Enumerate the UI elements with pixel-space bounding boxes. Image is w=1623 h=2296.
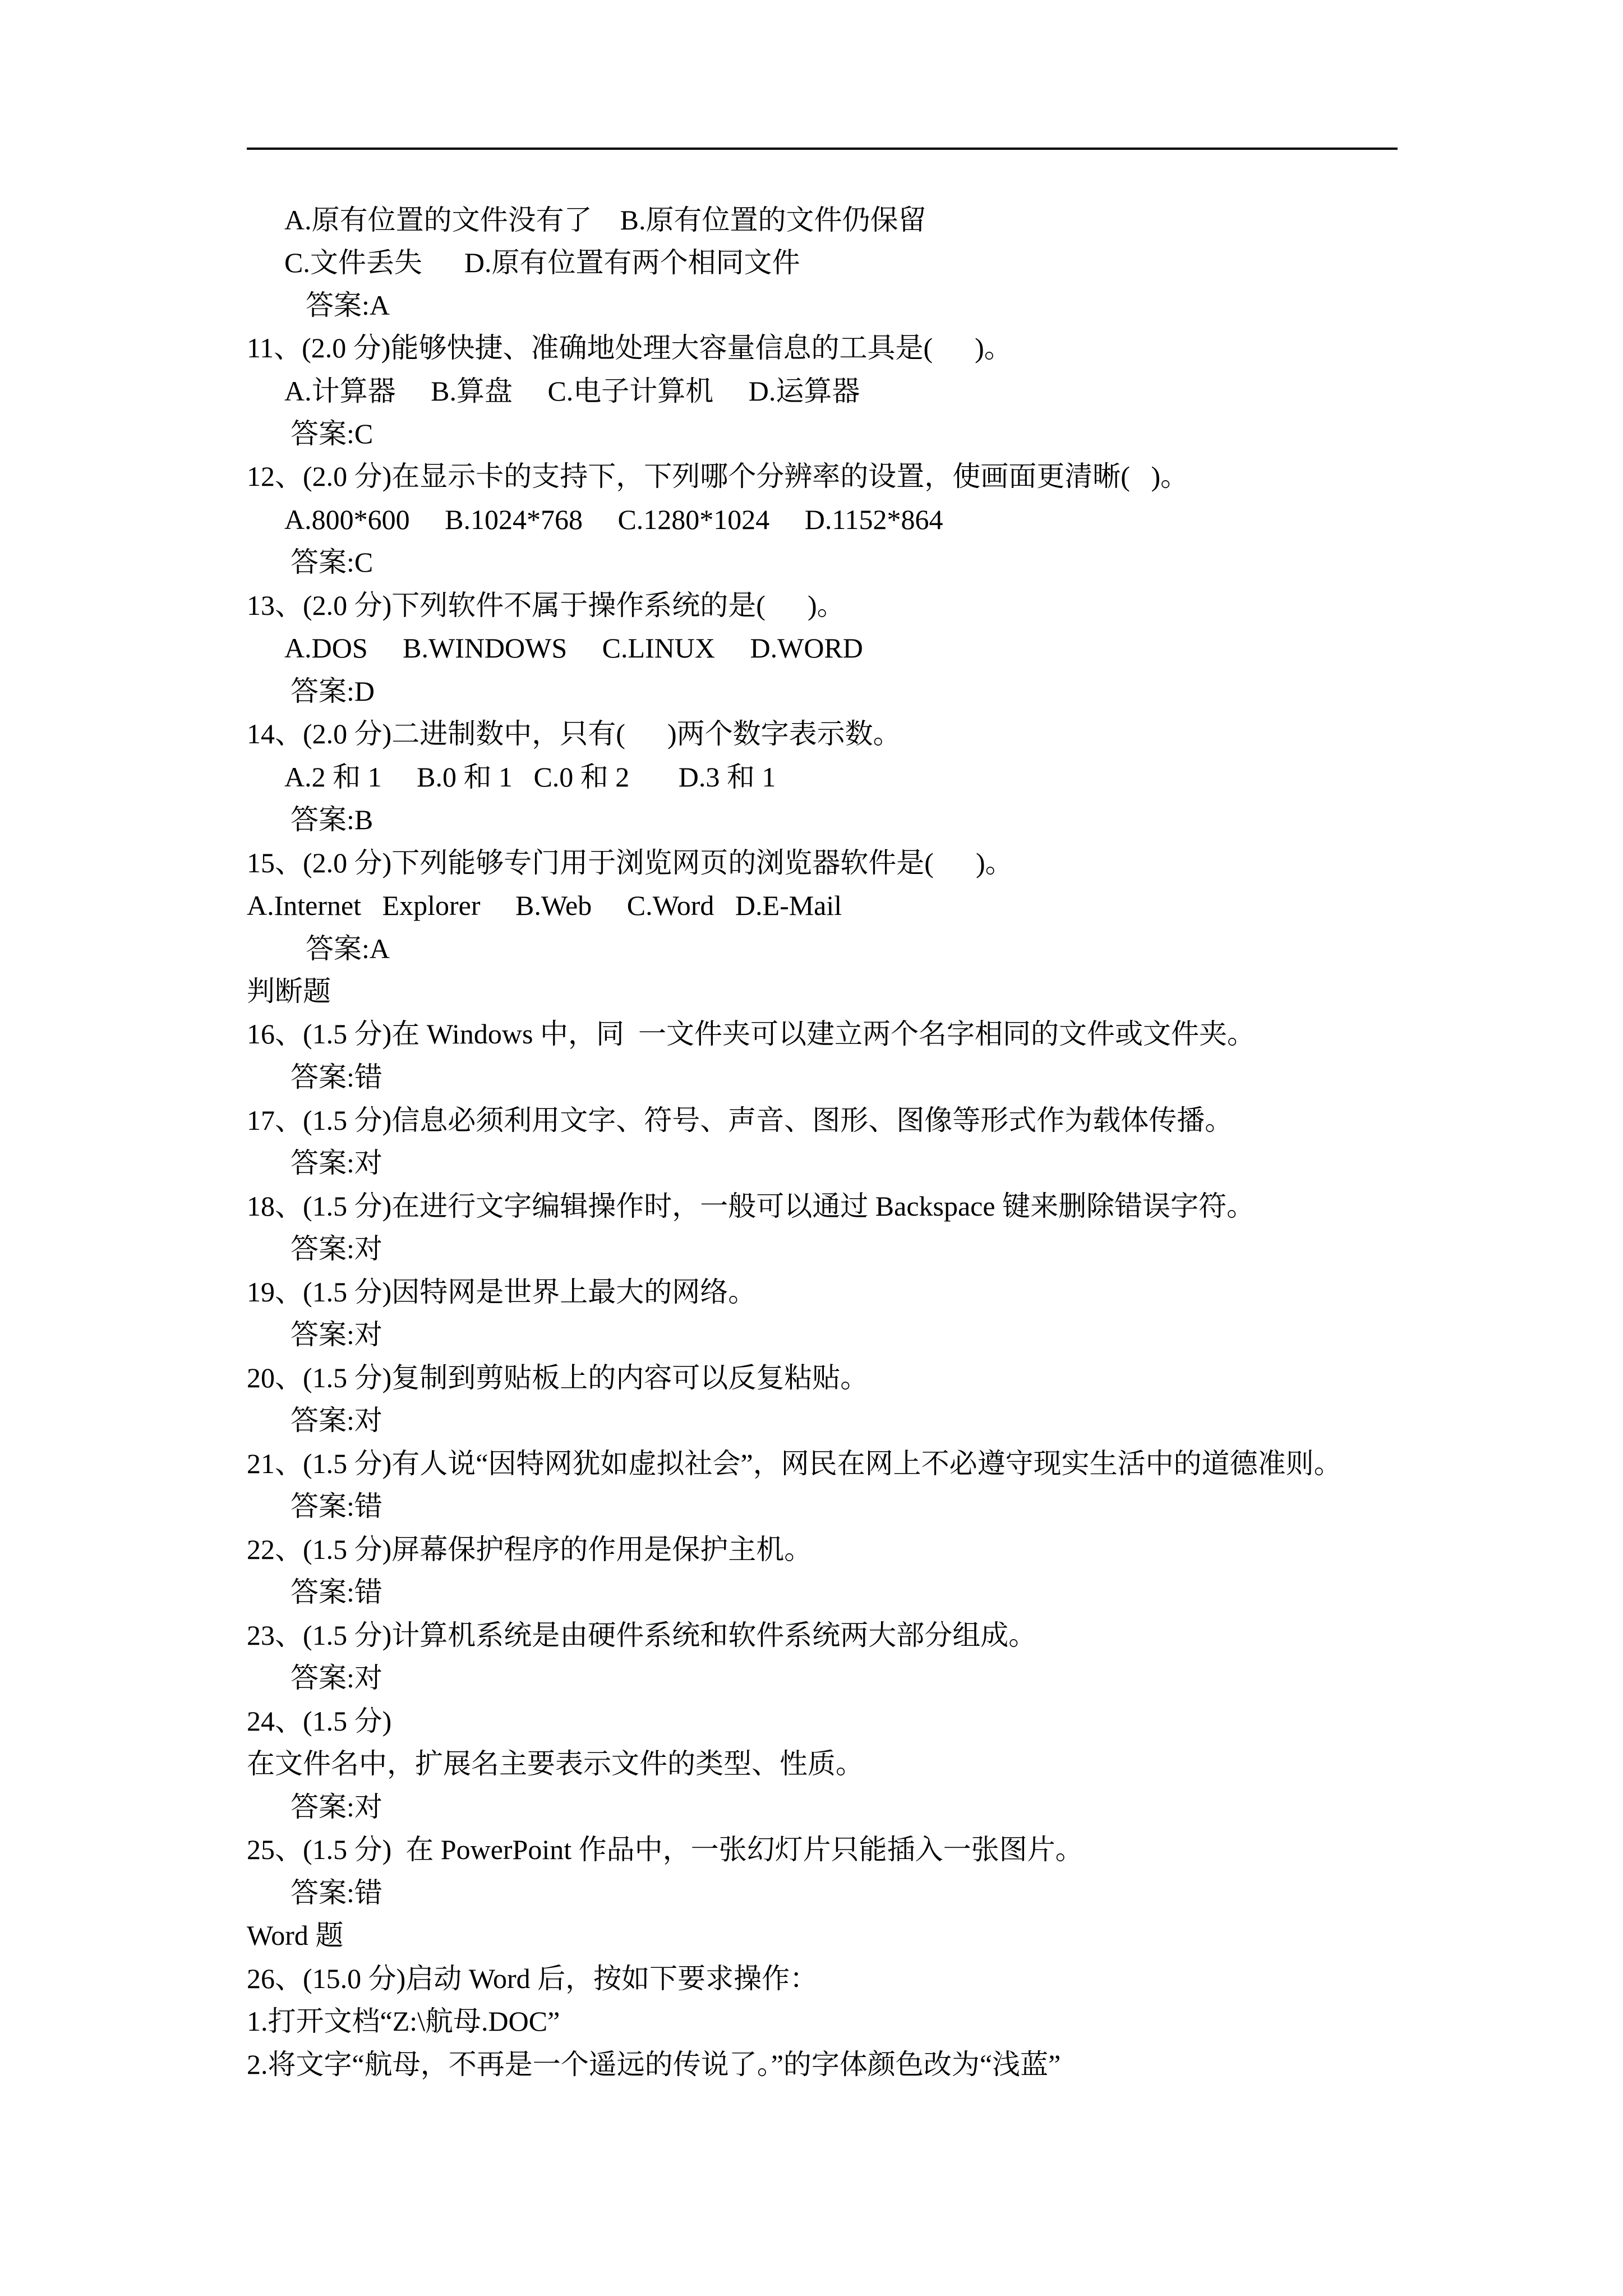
q25-answer: 答案:错 — [291, 1877, 382, 1908]
q11-options: A.计算器 B.算盘 C.电子计算机 D.运算器 — [284, 375, 860, 407]
q21-question: 21、(1.5 分)有人说“因特网犹如虚拟社会”，网民在网上不必遵守现实生活中的道德准则。 — [247, 1448, 1342, 1479]
q13-question: 13、(2.0 分)下列软件不属于操作系统的是( )。 — [247, 590, 845, 621]
q26-step-2: 2.将文字“航母，不再是一个遥远的传说了。”的字体颜色改为“浅蓝” — [247, 2049, 1061, 2080]
q24-question: 在文件名中，扩展名主要表示文件的类型、性质。 — [247, 1748, 864, 1779]
q14-answer: 答案:B — [291, 804, 374, 835]
q22-answer: 答案:错 — [291, 1576, 382, 1608]
q15-question: 15、(2.0 分)下列能够专门用于浏览网页的浏览器软件是( )。 — [247, 847, 1013, 878]
q17-question: 17、(1.5 分)信息必须利用文字、符号、声音、图形、图像等形式作为载体传播。 — [247, 1105, 1233, 1136]
q10-options-ab: A.原有位置的文件没有了 B.原有位置的文件仍保留 — [284, 204, 926, 236]
q15-options: A.Internet Explorer B.Web C.Word D.E-Mail — [247, 890, 842, 921]
q18-question: 18、(1.5 分)在进行文字编辑操作时，一般可以通过 Backspace 键来删除错误字符。 — [247, 1190, 1255, 1222]
q12-options: A.800*600 B.1024*768 C.1280*1024 D.1152*864 — [284, 504, 943, 535]
q23-answer: 答案:对 — [291, 1662, 382, 1694]
q12-question: 12、(2.0 分)在显示卡的支持下，下列哪个分辨率的设置，使画面更清晰( )。 — [247, 461, 1189, 492]
section-heading-judgement: 判断题 — [247, 976, 331, 1007]
q13-answer: 答案:D — [291, 675, 375, 707]
q15-answer: 答案:A — [306, 933, 390, 964]
header-rule — [247, 148, 1398, 150]
q22-question: 22、(1.5 分)屏幕保护程序的作用是保护主机。 — [247, 1534, 813, 1565]
q11-question: 11、(2.0 分)能够快捷、准确地处理大容量信息的工具是( )。 — [247, 332, 1012, 364]
q26-question: 26、(15.0 分)启动 Word 后，按如下要求操作： — [247, 1963, 818, 1994]
q26-step-1: 1.打开文档“Z:\航母.DOC” — [247, 2005, 560, 2037]
q20-answer: 答案:对 — [291, 1405, 382, 1436]
q19-answer: 答案:对 — [291, 1319, 382, 1350]
q24-number: 24、(1.5 分) — [247, 1705, 392, 1737]
q14-question: 14、(2.0 分)二进制数中，只有( )两个数字表示数。 — [247, 718, 901, 749]
q14-options: A.2 和 1 B.0 和 1 C.0 和 2 D.3 和 1 — [284, 761, 776, 793]
q23-question: 23、(1.5 分)计算机系统是由硬件系统和软件系统两大部分组成。 — [247, 1619, 1037, 1651]
q16-answer: 答案:错 — [291, 1061, 382, 1093]
q13-options: A.DOS B.WINDOWS C.LINUX D.WORD — [284, 632, 863, 664]
q25-question: 25、(1.5 分) 在 PowerPoint 作品中，一张幻灯片只能插入一张图片。 — [247, 1834, 1083, 1865]
q10-options-cd: C.文件丢失 D.原有位置有两个相同文件 — [284, 247, 800, 278]
q18-answer: 答案:对 — [291, 1233, 382, 1264]
q17-answer: 答案:对 — [291, 1147, 382, 1179]
q12-answer: 答案:C — [291, 546, 374, 578]
q11-answer: 答案:C — [291, 418, 374, 449]
q21-answer: 答案:错 — [291, 1490, 382, 1522]
section-heading-word: Word 题 — [247, 1920, 344, 1951]
q24-answer: 答案:对 — [291, 1791, 382, 1823]
q20-question: 20、(1.5 分)复制到剪贴板上的内容可以反复粘贴。 — [247, 1362, 869, 1393]
q16-question: 16、(1.5 分)在 Windows 中，同 一文件夹可以建立两个名字相同的文件或文件夹。 — [247, 1018, 1255, 1050]
q19-question: 19、(1.5 分)因特网是世界上最大的网络。 — [247, 1276, 757, 1308]
q10-answer: 答案:A — [306, 289, 390, 321]
